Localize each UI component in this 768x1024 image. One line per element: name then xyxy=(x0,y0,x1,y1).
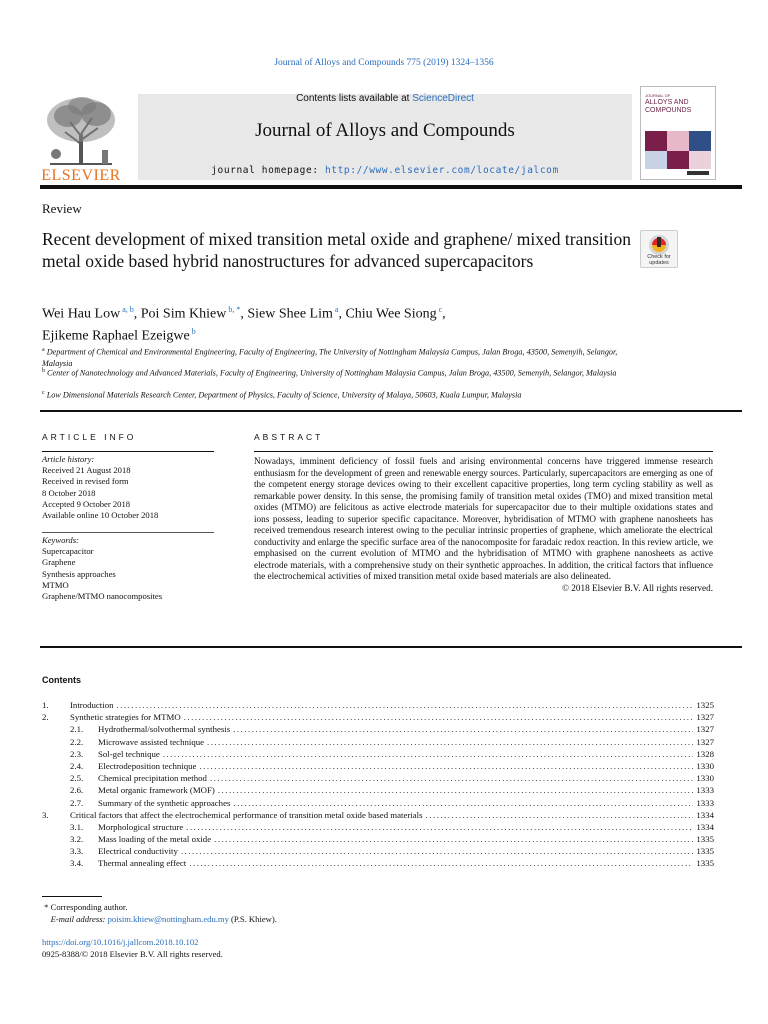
toc-title[interactable]: Summary of the synthetic approaches xyxy=(98,797,231,808)
homepage-link[interactable]: http://www.elsevier.com/locate/jalcom xyxy=(324,165,559,176)
toc-leader xyxy=(210,772,693,784)
toc-entry[interactable] xyxy=(42,833,714,845)
toc-number: 2.2. xyxy=(70,736,84,747)
toc-number: 2.4. xyxy=(70,760,84,771)
doi-block xyxy=(42,937,223,960)
toc-entry[interactable] xyxy=(42,797,714,809)
toc-leader xyxy=(184,711,694,723)
toc-entry[interactable] xyxy=(42,711,714,723)
article-history xyxy=(42,454,214,521)
author-separator: , xyxy=(240,306,248,322)
affiliation-marker: b xyxy=(42,368,45,374)
author-affiliation-marker[interactable]: a, b xyxy=(120,305,134,314)
toc-title[interactable]: Electrodeposition technique xyxy=(98,760,197,771)
corresponding-text: Corresponding author. xyxy=(50,902,128,912)
toc-number: 2.3. xyxy=(70,748,84,759)
author-affiliation-marker[interactable]: b, * xyxy=(226,305,241,314)
corresponding-footnote xyxy=(42,902,277,925)
toc-leader xyxy=(163,748,694,760)
history-entry: Accepted 9 October 2018 xyxy=(42,498,131,509)
toc-page: 1325 xyxy=(696,700,714,710)
article-history-label: Article history: xyxy=(42,454,95,464)
toc-entry[interactable] xyxy=(42,760,714,772)
cover-title xyxy=(645,99,691,115)
toc-leader xyxy=(189,857,693,869)
contents-heading: Contents xyxy=(42,675,81,685)
sciencedirect-link[interactable]: ScienceDirect xyxy=(412,93,474,104)
keyword: Supercapacitor xyxy=(42,546,94,557)
author-name[interactable]: Ejikeme Raphael Ezeigwe xyxy=(42,328,190,344)
toc-title[interactable]: Microwave assisted technique xyxy=(98,736,205,747)
author-affiliation-marker[interactable]: a xyxy=(332,305,339,314)
toc-leader xyxy=(186,821,693,833)
toc-entry[interactable] xyxy=(42,748,714,760)
header-rule xyxy=(40,185,742,189)
toc-number: 3.3. xyxy=(70,846,84,857)
cover-title-line: ALLOYS AND xyxy=(645,99,689,106)
toc-entry[interactable] xyxy=(42,736,714,748)
author-name[interactable]: Chiu Wee Siong xyxy=(345,306,437,322)
article-info-rule xyxy=(42,451,214,452)
toc-page: 1327 xyxy=(696,712,714,723)
toc-leader xyxy=(218,784,694,796)
toc-entry[interactable] xyxy=(42,784,714,796)
toc-leader xyxy=(233,797,693,809)
issn-line: 0925-8388/© 2018 Elsevier B.V. All rights reserved. xyxy=(42,948,223,959)
history-entry: 8 October 2018 xyxy=(42,487,96,498)
homepage-label: journal homepage: xyxy=(211,165,325,176)
toc-title[interactable]: Hydrothermal/solvothermal synthesis xyxy=(98,724,231,735)
toc-page: 1335 xyxy=(696,858,714,869)
author-separator: , xyxy=(133,306,141,322)
toc-number: 3.2. xyxy=(70,834,84,845)
journal-citation-link[interactable]: Journal of Alloys and Compounds 775 (2019) 1324–1356 xyxy=(274,58,494,68)
check-for-updates-label: Check for updates xyxy=(647,254,671,266)
corresponding-mark: * xyxy=(44,902,49,912)
toc-number: 2.7. xyxy=(70,797,84,808)
affiliation-text: Low Dimensional Materials Research Center, Department of Physics, Faculty of Science, University of Malaya, 50603, Kuala Lumpur, Malaysia xyxy=(44,390,522,400)
affiliation xyxy=(42,388,642,401)
toc-title[interactable]: Critical factors that affect the electrochemical performance of transition metal oxide based materials xyxy=(70,809,423,820)
keyword: Synthesis approaches xyxy=(42,568,116,579)
toc-title[interactable]: Metal organic framework (MOF) xyxy=(98,785,215,796)
toc-title[interactable]: Thermal annealing effect xyxy=(98,858,187,869)
abstract-body xyxy=(254,456,713,594)
affiliation-marker: c xyxy=(42,390,45,396)
keywords-block xyxy=(42,535,214,602)
toc-number: 3. xyxy=(42,809,49,820)
toc-leader xyxy=(117,699,694,711)
abstract-heading: ABSTRACT xyxy=(254,432,324,442)
toc-title[interactable]: Electrical conductivity xyxy=(98,846,178,857)
toc-entry[interactable] xyxy=(42,723,714,735)
toc-number: 1. xyxy=(42,700,49,710)
toc-number: 3.1. xyxy=(70,821,84,832)
toc-page: 1327 xyxy=(696,724,714,735)
toc-title[interactable]: Synthetic strategies for MTMO xyxy=(70,712,181,723)
toc-leader xyxy=(233,723,693,735)
author-separator: , xyxy=(338,306,346,322)
toc-page: 1333 xyxy=(696,797,714,808)
affiliation-marker: a xyxy=(42,347,45,353)
toc-leader xyxy=(426,809,694,821)
toc-number: 3.4. xyxy=(70,858,84,869)
author-name[interactable]: Wei Hau Low xyxy=(42,306,121,322)
contents-available-line xyxy=(138,93,632,104)
author-name[interactable]: Poi Sim Khiew xyxy=(140,306,227,322)
author-list xyxy=(42,301,662,344)
toc-title[interactable]: Chemical precipitation method xyxy=(98,773,207,784)
email-suffix: (P.S. Khiew). xyxy=(228,913,277,924)
toc-title[interactable]: Introduction xyxy=(70,700,114,710)
toc-entry[interactable] xyxy=(42,772,714,784)
toc-page: 1334 xyxy=(696,809,714,820)
toc-page: 1334 xyxy=(696,821,714,832)
history-entry: Received 21 August 2018 xyxy=(42,465,131,476)
journal-title: Journal of Alloys and Compounds xyxy=(255,120,515,141)
toc-number: 2. xyxy=(42,712,49,723)
section-rule xyxy=(40,410,742,412)
email-link[interactable]: poisim.khiew@nottingham.edu.my xyxy=(107,913,229,924)
keyword: Graphene/MTMO nanocomposites xyxy=(42,591,163,602)
abstract-rule xyxy=(254,451,713,452)
article-type: Review xyxy=(42,201,82,216)
toc-leader xyxy=(214,833,693,845)
journal-cover-image[interactable] xyxy=(640,86,716,180)
keyword: Graphene xyxy=(42,557,76,568)
author-separator: , xyxy=(442,306,446,322)
cover-small-text: JOURNAL OF xyxy=(645,93,671,98)
toc-page: 1335 xyxy=(696,834,714,845)
toc-page: 1330 xyxy=(696,760,714,771)
doi-link[interactable]: https://doi.org/10.1016/j.jallcom.2018.10.102 xyxy=(42,937,199,947)
toc-title[interactable]: Sol-gel technique xyxy=(98,748,160,759)
toc-number: 2.6. xyxy=(70,785,84,796)
toc-number: 2.5. xyxy=(70,773,84,784)
footnote-rule xyxy=(42,896,102,897)
toc-entry[interactable] xyxy=(42,699,714,711)
check-for-updates-button[interactable] xyxy=(640,230,678,268)
toc-page: 1333 xyxy=(696,785,714,796)
toc-entry[interactable] xyxy=(42,857,714,869)
keyword: MTMO xyxy=(42,579,69,590)
toc-entry[interactable] xyxy=(42,821,714,833)
journal-homepage-line xyxy=(138,165,632,176)
affiliation-text: Center of Nanotechnology and Advanced Materials, Faculty of Engineering, University of Nottingham Malaysia Campus, Jalan Broga, 43500, Semenyih, Selangor, Malaysia xyxy=(45,368,617,378)
toc-title[interactable]: Morphological structure xyxy=(98,821,184,832)
toc-leader xyxy=(199,760,693,772)
toc-leader xyxy=(181,845,694,857)
affiliation xyxy=(42,366,642,379)
toc-number: 2.1. xyxy=(70,724,84,735)
toc-page: 1335 xyxy=(696,846,714,857)
elsevier-wordmark: ELSEVIER xyxy=(41,167,121,184)
email-label: E-mail address: xyxy=(50,913,106,924)
article-title: Recent development of mixed transition metal oxide and graphene/ mixed transition metal oxide based hybrid nanostructures for advanced supercapacitors xyxy=(42,229,632,271)
article-info-heading: ARTICLE INFO xyxy=(42,432,137,442)
author-affiliation-marker[interactable]: b xyxy=(189,326,196,336)
cover-title-line: COMPOUNDS xyxy=(645,107,692,114)
history-entry: Received in revised form xyxy=(42,476,129,487)
toc-title[interactable]: Mass loading of the metal oxide xyxy=(98,834,212,845)
keywords-label: Keywords: xyxy=(42,535,79,545)
toc-leader xyxy=(207,736,693,748)
author-affiliation-marker[interactable]: c xyxy=(436,305,443,314)
toc-page: 1327 xyxy=(696,736,714,747)
contents-available-text: Contents lists available at xyxy=(296,93,413,104)
affiliation-text: Department of Chemical and Environmental Engineering, Faculty of Engineering, The University of Nottingham Malaysia Campus, Jalan Broga, 43500, Semenyih, Selangor, Malaysia xyxy=(42,347,618,369)
section-rule xyxy=(40,646,742,648)
toc-entry[interactable] xyxy=(42,809,714,821)
toc-page: 1330 xyxy=(696,773,714,784)
abstract-text: Nowadays, imminent deficiency of fossil fuels and arising environmental concerns have triggered immense research enthusiasm for the development of green and renewable energy sources. Particularly, supercapacitors are emerging as one of the competent energy storage devices owing to their excellent capacitive properties, long term cycling stability as well as remarkable power density. In this sense, the promising family of transition metal oxides (TMO) and mixed transition metal oxides (MTMO) are felicitous as active electrode materials for supercapacitor due to their multiple oxidations states and ions possess, leading to superior specific capacitance. Moreover, hybridisation of MTMO with graphene nanosheets has received tremendous research interest owing to the peculiar intrinsic properties of graphene, which ameliorate the electrical conductivity and enlarge the specific surface area of the nanocomposite for faradaic redox reaction. In this review article, we emphasised on the current evolution of MTMO and the hybridisation of MTMO with graphene nanosheets as active electrode materials, with a comprehensive study on their synthetic approaches. In addition, the critical factors that influence the electrochemical activities of mixed transition metal oxide based materials are also delineated. xyxy=(254,456,713,581)
history-entry: Available online 10 October 2018 xyxy=(42,510,159,521)
table-of-contents xyxy=(42,699,714,870)
toc-page: 1328 xyxy=(696,748,714,759)
toc-entry[interactable] xyxy=(42,845,714,857)
keywords-rule xyxy=(42,532,214,533)
author-name[interactable]: Siew Shee Lim xyxy=(247,306,333,322)
abstract-copyright: © 2018 Elsevier B.V. All rights reserved. xyxy=(562,582,713,593)
